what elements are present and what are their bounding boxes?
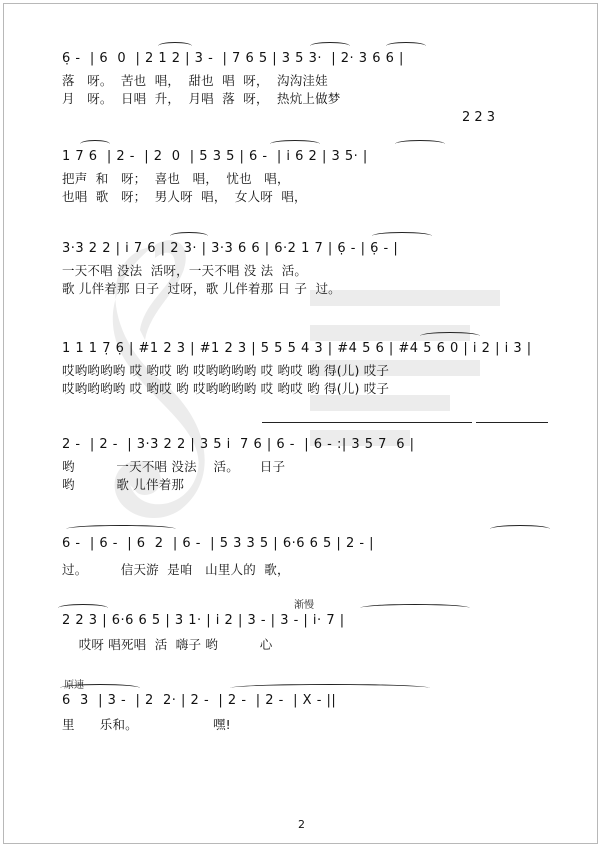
- slur: [372, 232, 432, 240]
- slur: [230, 684, 430, 692]
- lyric-line-1: 哟 一天不唱 没法 活。 日子: [62, 459, 286, 474]
- notation-line: 6 3 | 3 - | 2 2· | 2 - | 2 - | 2 - | X - ||: [62, 693, 337, 708]
- slur: [360, 604, 470, 612]
- lyric-line-1: 哎哟哟哟哟 哎 哟哎 哟 哎哟哟哟哟 哎 哟哎 哟 得(儿) 哎子: [62, 363, 390, 378]
- volta-bracket: [262, 422, 472, 427]
- notation-line: 2 2 3 | 6·6 6 5 | 3 1· | i 2 | 3 - | 3 - | i· 7 |: [62, 613, 345, 628]
- notation-line: 2 - | 2 - | 3·3 2 2 | 3 5 i 7 6 | 6 - | 6 - :| 3 5 7 6 |: [62, 437, 415, 452]
- lyric-line-2: 月 呀。 日唱 升， 月唱 落 呀， 热炕上做梦: [62, 91, 341, 106]
- lyric-line-1: 里 乐和。 嘿!: [62, 717, 231, 732]
- lyric-line-2: 哟 歌 儿伴着那: [62, 477, 185, 492]
- slur: [270, 140, 320, 148]
- slur: [490, 525, 550, 533]
- slur: [386, 42, 426, 50]
- lyric-line-1: 落 呀。 苦也 唱， 甜也 唱 呀， 沟沟洼娃: [62, 73, 328, 88]
- tempo-marking: 渐慢: [294, 600, 314, 611]
- slur: [66, 525, 176, 533]
- slur: [170, 232, 208, 240]
- lyric-line-2: 哎哟哟哟哟 哎 哟哎 哟 哎哟哟哟哟 哎 哟哎 哟 得(儿) 哎子: [62, 381, 390, 396]
- lyric-line-2: 也唱 歌 呀； 男人呀 唱， 女人呀 唱，: [62, 189, 307, 204]
- lyric-line-1: 一天不唱 没法 活呀，一天不唱 没 法 活。: [62, 263, 308, 278]
- slur: [420, 332, 480, 340]
- lyric-line-1: 过。 信天游 是咱 山里人的 歌，: [62, 562, 290, 577]
- slur: [80, 140, 110, 148]
- notation-line: 6 - | 6 - | 6 2 | 6 - | 5 3 3 5 | 6·6 6 5 | 2 - |: [62, 536, 375, 551]
- lyric-line-1: 哎呀 唱死唱 活 嗨子 哟 心: [62, 637, 273, 652]
- tempo-marking: 原速: [64, 680, 84, 691]
- notation-line: 1 7 6 | 2 - | 2 0 | 5 3 5 | 6 - | i 6 2 | 3 5· |: [62, 149, 368, 164]
- slur: [310, 42, 350, 50]
- volta-bracket: [476, 422, 548, 427]
- notation-line: 6̣ - | 6 0 | 2 1 2 | 3 - | 7 6 5 | 3 5 3· | 2· 3 6 6 |: [62, 51, 404, 66]
- notation-line: 1 1 1 7̣ 6̣ | #1 2 3 | #1 2 3 | 5 5 5 4 3 | #4 5 6 | #4 5 6 0 | i 2 | i 3 |: [62, 341, 532, 356]
- page-number: 2: [298, 818, 305, 831]
- lyric-line-2: 歌 儿伴着那 日子 过呀，歌 儿伴着那 日 子 过。: [62, 281, 341, 296]
- alternate-notes: 2 2 3: [462, 110, 496, 125]
- slur: [395, 140, 445, 148]
- slur: [58, 604, 108, 612]
- slur: [60, 684, 140, 692]
- slur: [158, 42, 192, 50]
- lyric-line-1: 把声 和 呀； 喜也 唱， 忧也 唱，: [62, 171, 290, 186]
- notation-line: 3·3 2 2 | i 7 6 | 2 3· | 3·3 6 6 | 6·2 1 7 | 6̣ - | 6̣ - |: [62, 241, 399, 256]
